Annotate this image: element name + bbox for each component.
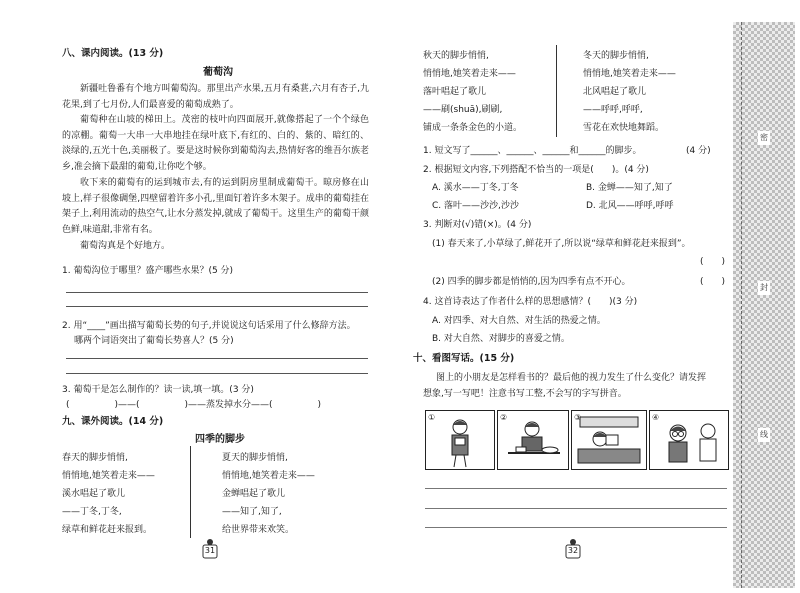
- child-with-glasses-illustration: [650, 411, 728, 469]
- page-number-text: 31: [204, 546, 216, 555]
- poem-line: 落叶唱起了歌儿: [423, 87, 487, 97]
- question-8-2-cont: 哪两个词语突出了葡萄长势喜人？(5 分): [74, 336, 234, 346]
- poem-line: 悄悄地,她笑着走来——: [222, 471, 315, 481]
- question-8-3: 3. 葡萄干是怎么制作的？读一读,填一填。(3 分): [62, 385, 254, 395]
- question-9-2: 2. 根据短文内容,下列搭配不恰当的一项是( )。(4 分): [423, 165, 649, 175]
- child-reading-in-bed-illustration: [572, 411, 646, 469]
- poem-line: 雪花在欢快地舞蹈。: [583, 123, 665, 133]
- option-a: A. 溪水——丁冬,丁冬: [432, 183, 519, 193]
- poem-line: ——刷(shuā),刷刷,: [423, 105, 503, 115]
- poem-line: ——呼呼,呼呼,: [583, 105, 643, 115]
- panel-number: ③: [574, 413, 582, 422]
- option-a: A. 对四季、对大自然、对生活的热爱之情。: [432, 316, 606, 326]
- picture-panel-3: [571, 410, 647, 470]
- poem-line: 春天的脚步悄悄,: [62, 453, 128, 463]
- page-number-31: [202, 536, 218, 560]
- binding-margin: [733, 22, 795, 588]
- picture-panel-4: [649, 410, 729, 470]
- question-9-1-score: (4 分): [686, 146, 711, 156]
- judgement-2-answer-box[interactable]: ( ): [700, 277, 726, 287]
- instruction-line-1: 图上的小朋友是怎样看书的？最后他的视力发生了什么变化？请发挥: [436, 373, 707, 383]
- poem-line: 冬天的脚步悄悄,: [583, 51, 649, 61]
- column-divider: [556, 45, 557, 137]
- answer-line[interactable]: [66, 292, 368, 293]
- option-c: C. 落叶——沙沙,沙沙: [432, 201, 519, 211]
- judgement-1: (1) 春天来了,小草绿了,鲜花开了,所以说“绿草和鲜花赶来报到”。: [432, 239, 691, 249]
- passage-paragraph-2: 葡萄种在山坡的梯田上。茂密的枝叶向四面展开,就像搭起了一个个绿色的凉棚。葡萄一大串一大串地挂在绿叶底下,有红的、白的、紫的、暗红的、淡绿的,五光十色,美丽极了。要是这时候你到葡萄沟去,热情好客的维吾尔族老乡,准会摘下最甜的葡萄,让你吃个够。: [62, 115, 369, 172]
- question-8-2: 2. 用“____”画出描写葡萄长势的句子,并说说这句话采用了什么修辞方法。: [62, 321, 356, 331]
- answer-line[interactable]: [66, 373, 368, 374]
- child-reading-walking-illustration: [426, 411, 494, 469]
- poem-line: 悄悄地,她笑着走来——: [583, 69, 676, 79]
- poem-line: 给世界带来欢笑。: [222, 525, 295, 535]
- writing-line[interactable]: [425, 508, 727, 509]
- poem-line: 绿草和鲜花赶来报到。: [62, 525, 153, 535]
- seal-line: [741, 22, 742, 588]
- binding-label: 封: [758, 281, 770, 295]
- panel-number: ④: [652, 413, 660, 422]
- picture-panel-2: [497, 410, 569, 470]
- passage-title-grape-valley: 葡萄沟: [203, 67, 233, 78]
- judgement-1-answer-box[interactable]: ( ): [700, 257, 726, 267]
- question-8-3-fill[interactable]: ( )——( )——蒸发掉水分——( ): [66, 400, 322, 410]
- poem-line: ——丁冬,丁冬,: [62, 507, 122, 517]
- section-9-header: 九、课外阅读。(14 分): [62, 416, 164, 427]
- question-9-3: 3. 判断对(√)错(×)。(4 分): [423, 220, 532, 230]
- judgement-2: (2) 四季的脚步都是悄悄的,因为四季有点不开心。: [432, 277, 631, 287]
- instruction-line-2: 想象,写一写吧！注意书写工整,不会写的字写拼音。: [423, 389, 627, 399]
- binding-label: 密: [758, 131, 770, 145]
- binding-label: 线: [758, 428, 770, 442]
- poem-line: 悄悄地,她笑着走来——: [62, 471, 155, 481]
- poem-line: 金蝉唱起了歌儿: [222, 489, 286, 499]
- poem-line: 夏天的脚步悄悄,: [222, 453, 288, 463]
- page-number-32: [565, 536, 581, 560]
- option-d: D. 北风——呼呼,呼呼: [586, 201, 674, 211]
- child-reading-at-table-illustration: [498, 411, 568, 469]
- column-divider: [190, 446, 191, 538]
- poem-line: 秋天的脚步悄悄,: [423, 51, 489, 61]
- poem-line: ——知了,知了,: [222, 507, 282, 517]
- question-9-4: 4. 这首诗表达了作者什么样的思想感情？( )(3 分): [423, 297, 638, 307]
- poem-title-four-seasons: 四季的脚步: [195, 434, 245, 445]
- writing-line[interactable]: [425, 488, 727, 489]
- section-10-header: 十、看图写话。(15 分): [413, 353, 515, 364]
- page-number-text: 32: [567, 546, 579, 555]
- writing-line[interactable]: [425, 527, 727, 528]
- passage-paragraph-4: 葡萄沟真是个好地方。: [80, 241, 171, 251]
- poem-line: 溪水唱起了歌儿: [62, 489, 126, 499]
- answer-line[interactable]: [66, 358, 368, 359]
- picture-panel-1: [425, 410, 495, 470]
- question-9-1[interactable]: 1. 短文写了______、______、______和______的脚步。: [423, 146, 642, 156]
- passage-paragraph-3: 收下来的葡萄有的运到城市去,有的运到阴房里制成葡萄干。晾房修在山坡上,样子很像碉堡,四壁留着许多小孔,里面钉着许多木架子。成串的葡萄挂在架子上,利用流动的热空气,让水分蒸发掉,就成了葡萄干。这里生产的葡萄干颜色鲜,味道甜,非常有名。: [62, 178, 369, 235]
- option-b: B. 金蝉——知了,知了: [586, 183, 673, 193]
- poem-line: 铺成一条条金色的小道。: [423, 123, 523, 133]
- section-8-header: 八、课内阅读。(13 分): [62, 48, 164, 59]
- option-b: B. 对大自然、对脚步的喜爱之情。: [432, 334, 570, 344]
- answer-line[interactable]: [66, 306, 368, 307]
- question-8-1: 1. 葡萄沟位于哪里？盛产哪些水果？(5 分): [62, 266, 234, 276]
- poem-line: 悄悄地,她笑着走来——: [423, 69, 516, 79]
- passage-paragraph-1: 新疆吐鲁番有个地方叫葡萄沟。那里出产水果,五月有桑葚,六月有杏子,九花果,到了七月份,人们最喜爱的葡萄成熟了。: [62, 84, 369, 110]
- panel-number: ②: [500, 413, 508, 422]
- panel-number: ①: [428, 413, 436, 422]
- poem-line: 北风唱起了歌儿: [583, 87, 647, 97]
